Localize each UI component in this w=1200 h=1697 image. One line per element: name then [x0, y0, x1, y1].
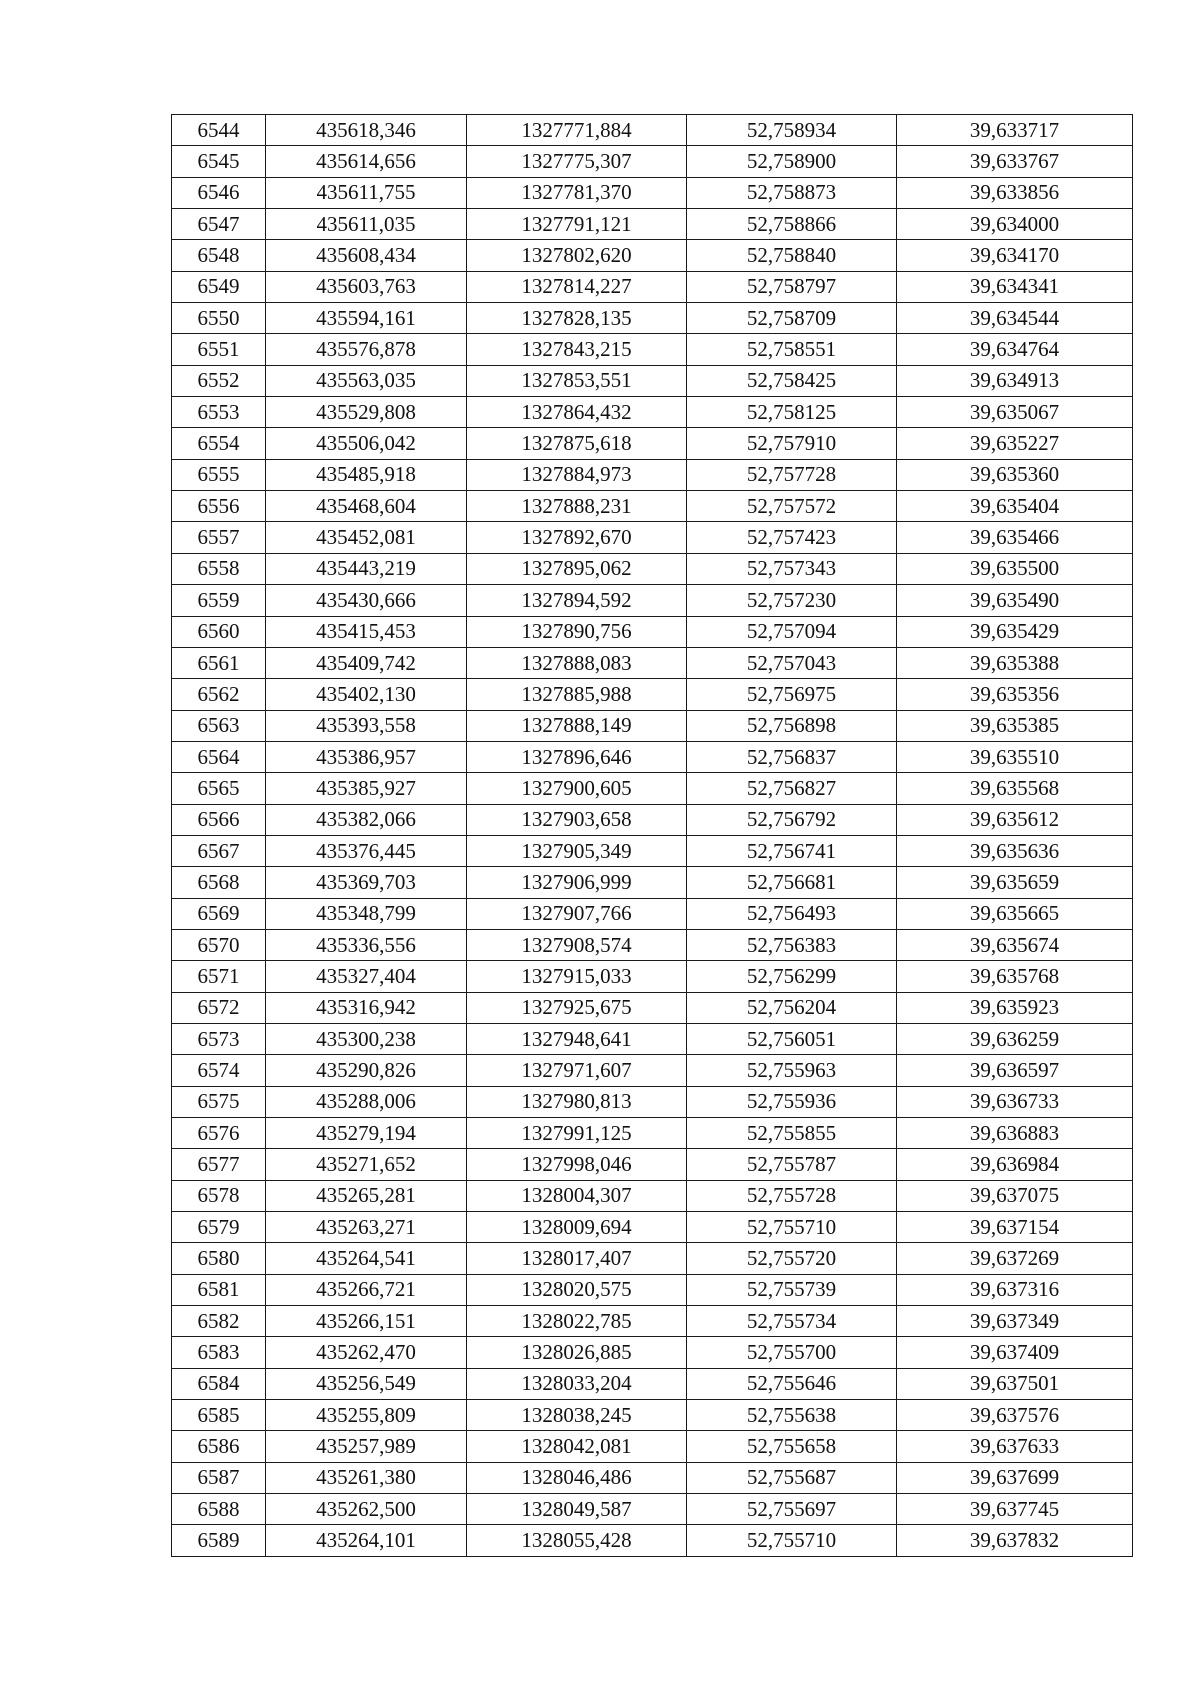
latitude-cell: 52,758551 [687, 334, 897, 365]
longitude-cell: 39,637349 [897, 1306, 1133, 1337]
table-row [172, 1180, 1133, 1211]
y-coordinate-cell: 1327991,125 [467, 1118, 687, 1149]
table-row [172, 115, 1133, 146]
y-coordinate-cell: 1327843,215 [467, 334, 687, 365]
latitude-cell: 52,756792 [687, 804, 897, 835]
x-coordinate-cell: 435468,604 [266, 491, 467, 522]
longitude-cell: 39,635659 [897, 867, 1133, 898]
longitude-cell: 39,635388 [897, 647, 1133, 678]
x-coordinate-cell: 435257,989 [266, 1431, 467, 1462]
x-coordinate-cell: 435271,652 [266, 1149, 467, 1180]
y-coordinate-cell: 1327875,618 [467, 428, 687, 459]
longitude-cell: 39,635568 [897, 773, 1133, 804]
y-coordinate-cell: 1327900,605 [467, 773, 687, 804]
x-coordinate-cell: 435266,151 [266, 1306, 467, 1337]
longitude-cell: 39,637154 [897, 1212, 1133, 1243]
longitude-cell: 39,637501 [897, 1368, 1133, 1399]
y-coordinate-cell: 1328033,204 [467, 1368, 687, 1399]
y-coordinate-cell: 1328038,245 [467, 1400, 687, 1431]
table-row [172, 616, 1133, 647]
table-row [172, 1055, 1133, 1086]
point-number-cell: 6560 [172, 616, 266, 647]
point-number-cell: 6556 [172, 491, 266, 522]
y-coordinate-cell: 1327907,766 [467, 898, 687, 929]
x-coordinate-cell: 435415,453 [266, 616, 467, 647]
point-number-cell: 6589 [172, 1525, 266, 1556]
x-coordinate-cell: 435376,445 [266, 835, 467, 866]
longitude-cell: 39,635636 [897, 835, 1133, 866]
table-row [172, 1149, 1133, 1180]
point-number-cell: 6567 [172, 835, 266, 866]
latitude-cell: 52,755855 [687, 1118, 897, 1149]
longitude-cell: 39,637633 [897, 1431, 1133, 1462]
x-coordinate-cell: 435409,742 [266, 647, 467, 678]
latitude-cell: 52,757572 [687, 491, 897, 522]
latitude-cell: 52,756299 [687, 961, 897, 992]
y-coordinate-cell: 1327905,349 [467, 835, 687, 866]
y-coordinate-cell: 1328046,486 [467, 1462, 687, 1493]
latitude-cell: 52,756837 [687, 741, 897, 772]
latitude-cell: 52,755710 [687, 1525, 897, 1556]
latitude-cell: 52,755646 [687, 1368, 897, 1399]
table-row [172, 271, 1133, 302]
longitude-cell: 39,635665 [897, 898, 1133, 929]
y-coordinate-cell: 1327888,083 [467, 647, 687, 678]
x-coordinate-cell: 435382,066 [266, 804, 467, 835]
latitude-cell: 52,758797 [687, 271, 897, 302]
latitude-cell: 52,757910 [687, 428, 897, 459]
y-coordinate-cell: 1327884,973 [467, 459, 687, 490]
y-coordinate-cell: 1328017,407 [467, 1243, 687, 1274]
latitude-cell: 52,758425 [687, 365, 897, 396]
point-number-cell: 6550 [172, 303, 266, 334]
table-row [172, 1337, 1133, 1368]
latitude-cell: 52,758873 [687, 177, 897, 208]
table-row [172, 1118, 1133, 1149]
point-number-cell: 6559 [172, 585, 266, 616]
x-coordinate-cell: 435443,219 [266, 553, 467, 584]
longitude-cell: 39,635612 [897, 804, 1133, 835]
y-coordinate-cell: 1327853,551 [467, 365, 687, 396]
table-row [172, 1462, 1133, 1493]
latitude-cell: 52,757094 [687, 616, 897, 647]
point-number-cell: 6580 [172, 1243, 266, 1274]
latitude-cell: 52,755787 [687, 1149, 897, 1180]
point-number-cell: 6576 [172, 1118, 266, 1149]
table-row [172, 1023, 1133, 1054]
point-number-cell: 6558 [172, 553, 266, 584]
table-row [172, 961, 1133, 992]
longitude-cell: 39,637832 [897, 1525, 1133, 1556]
y-coordinate-cell: 1327892,670 [467, 522, 687, 553]
longitude-cell: 39,635490 [897, 585, 1133, 616]
longitude-cell: 39,637075 [897, 1180, 1133, 1211]
x-coordinate-cell: 435256,549 [266, 1368, 467, 1399]
y-coordinate-cell: 1328022,785 [467, 1306, 687, 1337]
point-number-cell: 6557 [172, 522, 266, 553]
y-coordinate-cell: 1328020,575 [467, 1274, 687, 1305]
longitude-cell: 39,634764 [897, 334, 1133, 365]
table-row [172, 365, 1133, 396]
latitude-cell: 52,757043 [687, 647, 897, 678]
y-coordinate-cell: 1327890,756 [467, 616, 687, 647]
y-coordinate-cell: 1327896,646 [467, 741, 687, 772]
table-row [172, 334, 1133, 365]
longitude-cell: 39,634000 [897, 209, 1133, 240]
longitude-cell: 39,635466 [897, 522, 1133, 553]
point-number-cell: 6570 [172, 929, 266, 960]
table-row [172, 146, 1133, 177]
table-row [172, 1368, 1133, 1399]
y-coordinate-cell: 1327948,641 [467, 1023, 687, 1054]
table-row [172, 397, 1133, 428]
x-coordinate-cell: 435262,470 [266, 1337, 467, 1368]
longitude-cell: 39,634170 [897, 240, 1133, 271]
latitude-cell: 52,755687 [687, 1462, 897, 1493]
x-coordinate-cell: 435563,035 [266, 365, 467, 396]
y-coordinate-cell: 1327925,675 [467, 992, 687, 1023]
y-coordinate-cell: 1327791,121 [467, 209, 687, 240]
longitude-cell: 39,634544 [897, 303, 1133, 334]
latitude-cell: 52,755638 [687, 1400, 897, 1431]
point-number-cell: 6565 [172, 773, 266, 804]
point-number-cell: 6569 [172, 898, 266, 929]
point-number-cell: 6572 [172, 992, 266, 1023]
latitude-cell: 52,755700 [687, 1337, 897, 1368]
table-row [172, 522, 1133, 553]
table-row [172, 1306, 1133, 1337]
table-row [172, 773, 1133, 804]
y-coordinate-cell: 1327888,149 [467, 710, 687, 741]
latitude-cell: 52,758125 [687, 397, 897, 428]
x-coordinate-cell: 435300,238 [266, 1023, 467, 1054]
table-row [172, 428, 1133, 459]
y-coordinate-cell: 1328026,885 [467, 1337, 687, 1368]
latitude-cell: 52,756827 [687, 773, 897, 804]
x-coordinate-cell: 435430,666 [266, 585, 467, 616]
point-number-cell: 6568 [172, 867, 266, 898]
coordinates-table-body [172, 115, 1133, 1557]
latitude-cell: 52,758900 [687, 146, 897, 177]
point-number-cell: 6575 [172, 1086, 266, 1117]
latitude-cell: 52,756493 [687, 898, 897, 929]
latitude-cell: 52,755739 [687, 1274, 897, 1305]
point-number-cell: 6583 [172, 1337, 266, 1368]
table-row [172, 1431, 1133, 1462]
x-coordinate-cell: 435336,556 [266, 929, 467, 960]
longitude-cell: 39,635768 [897, 961, 1133, 992]
longitude-cell: 39,637316 [897, 1274, 1133, 1305]
x-coordinate-cell: 435261,380 [266, 1462, 467, 1493]
longitude-cell: 39,637409 [897, 1337, 1133, 1368]
x-coordinate-cell: 435263,271 [266, 1212, 467, 1243]
x-coordinate-cell: 435603,763 [266, 271, 467, 302]
latitude-cell: 52,755720 [687, 1243, 897, 1274]
x-coordinate-cell: 435369,703 [266, 867, 467, 898]
latitude-cell: 52,755936 [687, 1086, 897, 1117]
x-coordinate-cell: 435452,081 [266, 522, 467, 553]
table-row [172, 177, 1133, 208]
point-number-cell: 6581 [172, 1274, 266, 1305]
latitude-cell: 52,758866 [687, 209, 897, 240]
latitude-cell: 52,755734 [687, 1306, 897, 1337]
y-coordinate-cell: 1328049,587 [467, 1494, 687, 1525]
table-row [172, 1274, 1133, 1305]
x-coordinate-cell: 435614,656 [266, 146, 467, 177]
x-coordinate-cell: 435266,721 [266, 1274, 467, 1305]
point-number-cell: 6564 [172, 741, 266, 772]
point-number-cell: 6561 [172, 647, 266, 678]
table-row [172, 553, 1133, 584]
x-coordinate-cell: 435386,957 [266, 741, 467, 772]
y-coordinate-cell: 1327908,574 [467, 929, 687, 960]
table-row [172, 585, 1133, 616]
longitude-cell: 39,636883 [897, 1118, 1133, 1149]
y-coordinate-cell: 1327864,432 [467, 397, 687, 428]
longitude-cell: 39,635500 [897, 553, 1133, 584]
point-number-cell: 6588 [172, 1494, 266, 1525]
latitude-cell: 52,756741 [687, 835, 897, 866]
table-row [172, 867, 1133, 898]
x-coordinate-cell: 435262,500 [266, 1494, 467, 1525]
x-coordinate-cell: 435385,927 [266, 773, 467, 804]
x-coordinate-cell: 435348,799 [266, 898, 467, 929]
point-number-cell: 6587 [172, 1462, 266, 1493]
y-coordinate-cell: 1327781,370 [467, 177, 687, 208]
point-number-cell: 6549 [172, 271, 266, 302]
table-row [172, 992, 1133, 1023]
point-number-cell: 6551 [172, 334, 266, 365]
latitude-cell: 52,756681 [687, 867, 897, 898]
table-row [172, 710, 1133, 741]
latitude-cell: 52,758934 [687, 115, 897, 146]
y-coordinate-cell: 1327775,307 [467, 146, 687, 177]
table-row [172, 898, 1133, 929]
y-coordinate-cell: 1327885,988 [467, 679, 687, 710]
y-coordinate-cell: 1327828,135 [467, 303, 687, 334]
point-number-cell: 6571 [172, 961, 266, 992]
x-coordinate-cell: 435316,942 [266, 992, 467, 1023]
y-coordinate-cell: 1328004,307 [467, 1180, 687, 1211]
latitude-cell: 52,757343 [687, 553, 897, 584]
table-row [172, 459, 1133, 490]
point-number-cell: 6544 [172, 115, 266, 146]
point-number-cell: 6548 [172, 240, 266, 271]
table-row [172, 240, 1133, 271]
longitude-cell: 39,633767 [897, 146, 1133, 177]
longitude-cell: 39,635674 [897, 929, 1133, 960]
longitude-cell: 39,636984 [897, 1149, 1133, 1180]
x-coordinate-cell: 435279,194 [266, 1118, 467, 1149]
y-coordinate-cell: 1327915,033 [467, 961, 687, 992]
x-coordinate-cell: 435290,826 [266, 1055, 467, 1086]
y-coordinate-cell: 1327906,999 [467, 867, 687, 898]
longitude-cell: 39,636733 [897, 1086, 1133, 1117]
x-coordinate-cell: 435611,755 [266, 177, 467, 208]
point-number-cell: 6574 [172, 1055, 266, 1086]
table-row [172, 835, 1133, 866]
longitude-cell: 39,635356 [897, 679, 1133, 710]
x-coordinate-cell: 435529,808 [266, 397, 467, 428]
point-number-cell: 6546 [172, 177, 266, 208]
table-row [172, 1212, 1133, 1243]
x-coordinate-cell: 435608,434 [266, 240, 467, 271]
point-number-cell: 6584 [172, 1368, 266, 1399]
latitude-cell: 52,756051 [687, 1023, 897, 1054]
x-coordinate-cell: 435264,541 [266, 1243, 467, 1274]
table-row [172, 1400, 1133, 1431]
x-coordinate-cell: 435255,809 [266, 1400, 467, 1431]
longitude-cell: 39,637576 [897, 1400, 1133, 1431]
latitude-cell: 52,755697 [687, 1494, 897, 1525]
point-number-cell: 6553 [172, 397, 266, 428]
table-row [172, 1494, 1133, 1525]
y-coordinate-cell: 1327771,884 [467, 115, 687, 146]
longitude-cell: 39,636259 [897, 1023, 1133, 1054]
longitude-cell: 39,635385 [897, 710, 1133, 741]
longitude-cell: 39,635429 [897, 616, 1133, 647]
longitude-cell: 39,635360 [897, 459, 1133, 490]
x-coordinate-cell: 435618,346 [266, 115, 467, 146]
x-coordinate-cell: 435576,878 [266, 334, 467, 365]
point-number-cell: 6552 [172, 365, 266, 396]
longitude-cell: 39,635510 [897, 741, 1133, 772]
point-number-cell: 6545 [172, 146, 266, 177]
y-coordinate-cell: 1327971,607 [467, 1055, 687, 1086]
table-row [172, 491, 1133, 522]
point-number-cell: 6579 [172, 1212, 266, 1243]
latitude-cell: 52,757728 [687, 459, 897, 490]
point-number-cell: 6562 [172, 679, 266, 710]
x-coordinate-cell: 435393,558 [266, 710, 467, 741]
latitude-cell: 52,755728 [687, 1180, 897, 1211]
latitude-cell: 52,755658 [687, 1431, 897, 1462]
point-number-cell: 6586 [172, 1431, 266, 1462]
x-coordinate-cell: 435265,281 [266, 1180, 467, 1211]
x-coordinate-cell: 435611,035 [266, 209, 467, 240]
latitude-cell: 52,755963 [687, 1055, 897, 1086]
x-coordinate-cell: 435485,918 [266, 459, 467, 490]
x-coordinate-cell: 435327,404 [266, 961, 467, 992]
x-coordinate-cell: 435288,006 [266, 1086, 467, 1117]
y-coordinate-cell: 1328009,694 [467, 1212, 687, 1243]
y-coordinate-cell: 1327888,231 [467, 491, 687, 522]
latitude-cell: 52,756383 [687, 929, 897, 960]
point-number-cell: 6578 [172, 1180, 266, 1211]
latitude-cell: 52,756975 [687, 679, 897, 710]
longitude-cell: 39,637699 [897, 1462, 1133, 1493]
longitude-cell: 39,635067 [897, 397, 1133, 428]
point-number-cell: 6566 [172, 804, 266, 835]
longitude-cell: 39,635227 [897, 428, 1133, 459]
x-coordinate-cell: 435594,161 [266, 303, 467, 334]
longitude-cell: 39,636597 [897, 1055, 1133, 1086]
y-coordinate-cell: 1327802,620 [467, 240, 687, 271]
table-row [172, 1525, 1133, 1556]
y-coordinate-cell: 1327895,062 [467, 553, 687, 584]
point-number-cell: 6555 [172, 459, 266, 490]
longitude-cell: 39,635923 [897, 992, 1133, 1023]
x-coordinate-cell: 435402,130 [266, 679, 467, 710]
point-number-cell: 6547 [172, 209, 266, 240]
latitude-cell: 52,756204 [687, 992, 897, 1023]
table-row [172, 741, 1133, 772]
latitude-cell: 52,757230 [687, 585, 897, 616]
y-coordinate-cell: 1327998,046 [467, 1149, 687, 1180]
point-number-cell: 6582 [172, 1306, 266, 1337]
table-row [172, 303, 1133, 334]
latitude-cell: 52,755710 [687, 1212, 897, 1243]
x-coordinate-cell: 435506,042 [266, 428, 467, 459]
longitude-cell: 39,634341 [897, 271, 1133, 302]
point-number-cell: 6585 [172, 1400, 266, 1431]
latitude-cell: 52,757423 [687, 522, 897, 553]
x-coordinate-cell: 435264,101 [266, 1525, 467, 1556]
coordinates-table [171, 114, 1133, 1557]
longitude-cell: 39,634913 [897, 365, 1133, 396]
longitude-cell: 39,635404 [897, 491, 1133, 522]
table-row [172, 209, 1133, 240]
longitude-cell: 39,637745 [897, 1494, 1133, 1525]
y-coordinate-cell: 1327814,227 [467, 271, 687, 302]
point-number-cell: 6577 [172, 1149, 266, 1180]
y-coordinate-cell: 1327903,658 [467, 804, 687, 835]
latitude-cell: 52,758840 [687, 240, 897, 271]
table-row [172, 929, 1133, 960]
table-row [172, 679, 1133, 710]
point-number-cell: 6573 [172, 1023, 266, 1054]
longitude-cell: 39,637269 [897, 1243, 1133, 1274]
y-coordinate-cell: 1327894,592 [467, 585, 687, 616]
y-coordinate-cell: 1327980,813 [467, 1086, 687, 1117]
table-row [172, 804, 1133, 835]
y-coordinate-cell: 1328042,081 [467, 1431, 687, 1462]
table-row [172, 1086, 1133, 1117]
point-number-cell: 6554 [172, 428, 266, 459]
point-number-cell: 6563 [172, 710, 266, 741]
longitude-cell: 39,633717 [897, 115, 1133, 146]
latitude-cell: 52,756898 [687, 710, 897, 741]
latitude-cell: 52,758709 [687, 303, 897, 334]
longitude-cell: 39,633856 [897, 177, 1133, 208]
table-row [172, 1243, 1133, 1274]
y-coordinate-cell: 1328055,428 [467, 1525, 687, 1556]
table-row [172, 647, 1133, 678]
